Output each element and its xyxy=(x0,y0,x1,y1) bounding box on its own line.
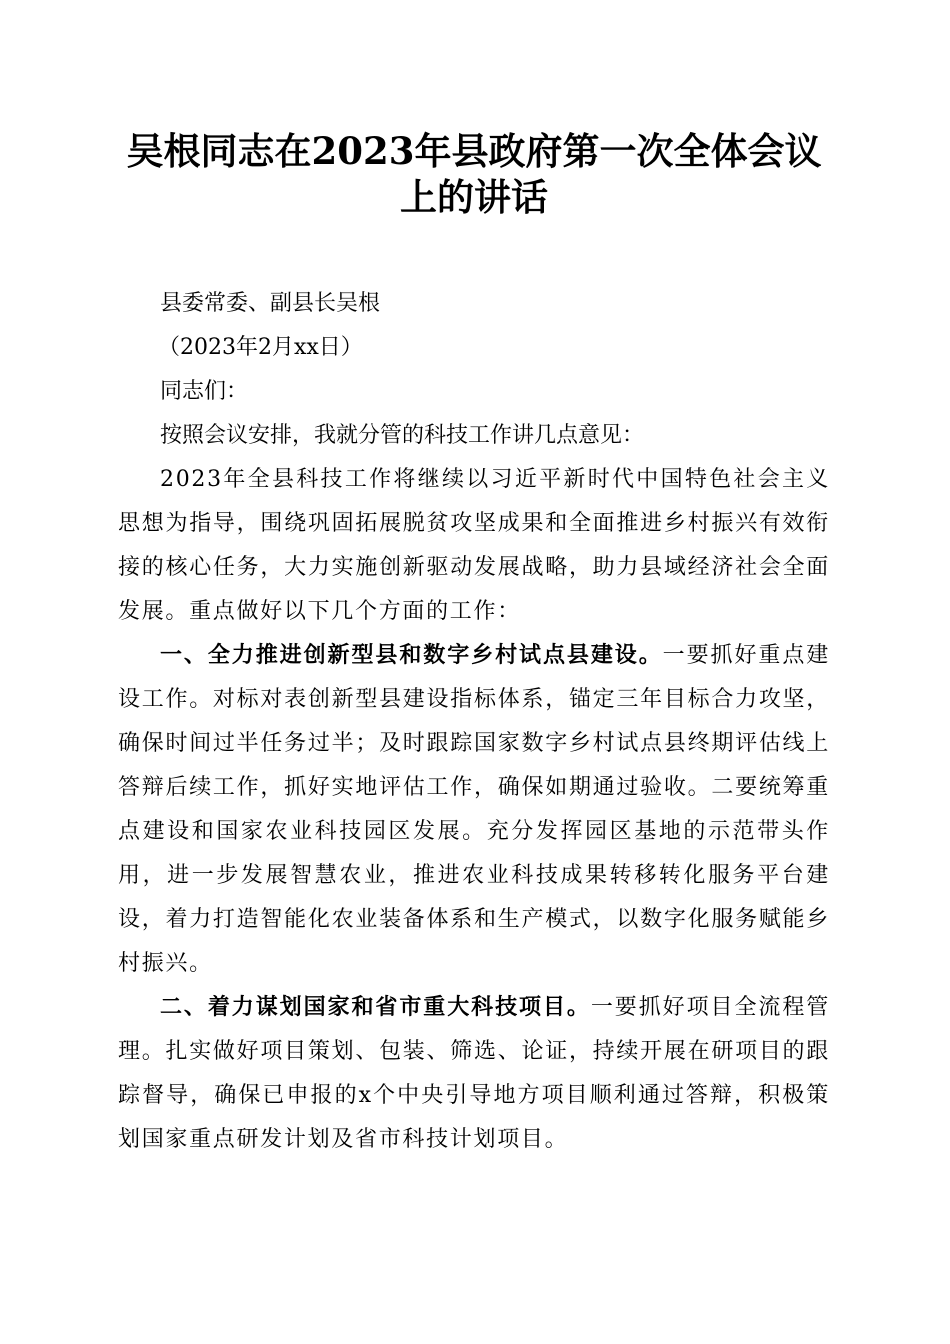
section-body: 一要抓好重点建设工作。对标对表创新型县建设指标体系，锚定三年目标合力攻坚，确保时间过半任务过半；及时跟踪国家数字乡村试点县终期评估线上答辩后续工作，抓好实地评估工作，确保如期通过验收。二要统筹重点建设和国家农业科技园区发展。充分发挥园区基地的示范带头作用，进一步发展智慧农业，推进农业科技成果转移转化服务平台建设，着力打造智能化农业装备体系和生产模式，以数字化服务赋能乡村振兴。 xyxy=(118,643,830,976)
section-heading: 二、着力谋划国家和省市重大科技项目。 xyxy=(160,995,591,1020)
section-heading: 一、全力推进创新型县和数字乡村试点县建设。 xyxy=(160,643,663,668)
document-title: 吴根同志在2023年县政府第一次全体会议上的讲话 xyxy=(126,129,822,219)
salutation: 同志们： xyxy=(160,379,249,404)
section-body: 一要抓好项目全流程管理。扎实做好项目策划、包装、筛选、论证，持续开展在研项目的跟踪督导，确保已申报的x个中央引导地方项目顺利通过答辩，积极策划国家重点研发计划及省市科技计划项目。 xyxy=(118,995,830,1152)
date-line: （2023年2月xx日） xyxy=(158,335,363,360)
overview-paragraph: 2023年全县科技工作将继续以习近平新时代中国特色社会主义思想为指导，围绕巩固拓展脱贫攻坚成果和全面推进乡村振兴有效衔接的核心任务，大力实施创新驱动发展战略，助力县域经济社会全面发展。重点做好以下几个方面的工作： xyxy=(118,467,830,624)
intro-paragraph: 按照会议安排，我就分管的科技工作讲几点意见： xyxy=(160,423,645,448)
section-paragraph xyxy=(118,634,830,986)
section-paragraph xyxy=(118,986,830,1162)
speaker-line: 县委常委、副县长吴根 xyxy=(160,291,381,316)
document-page xyxy=(118,128,830,1162)
